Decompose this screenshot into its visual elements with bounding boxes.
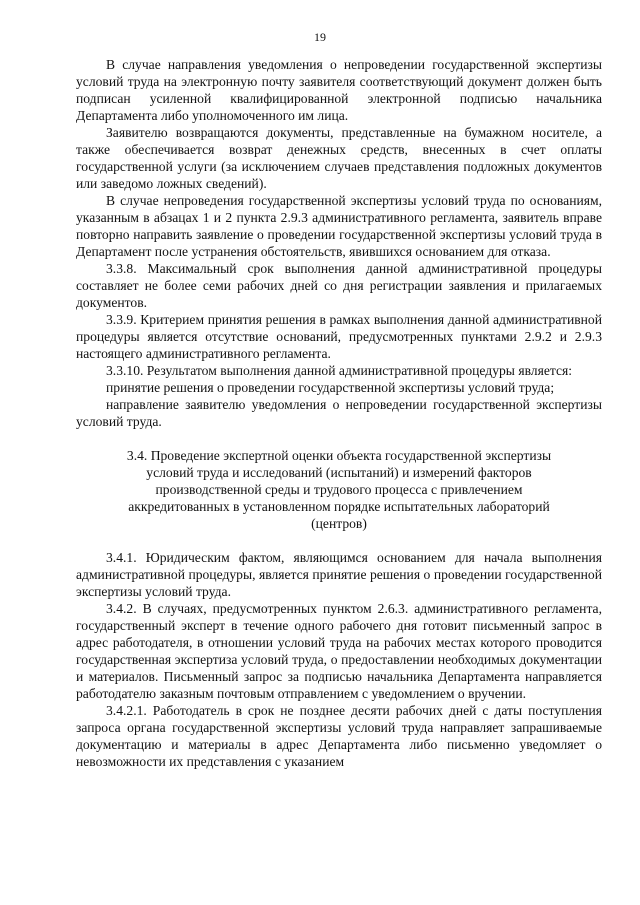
paragraph-3-3-8: 3.3.8. Максимальный срок выполнения данной административной процедуры составляет не более семи рабочих дней со дня регистрации заявления и прилагаемых документов. — [76, 261, 602, 310]
paragraph-3-4-1: 3.4.1. Юридическим фактом, являющимся основанием для начала выполнения административной процедуры, является принятие решения о проведении государственной экспертизы условий труда. — [76, 550, 602, 599]
page-number: 19 — [314, 30, 326, 44]
paragraph-3-3-9: 3.3.9. Критерием принятия решения в рамках выполнения данной административной процедуры является отсутствие оснований, предусмотренных пунктами 2.9.2 и 2.9.3 настоящего административного регламента. — [76, 312, 602, 361]
paragraph-3-4-2-1: 3.4.2.1. Работодатель в срок не позднее десяти рабочих дней с даты поступления запроса органа государственной экспертизы условий труда направляет запрашиваемые документацию и материалы в адрес Департамента либо письменно уведомляет о невозможности их представления с указанием — [76, 703, 602, 769]
section-heading-3-4: 3.4. Проведение экспертной оценки объекта государственной экспертизы условий труда и исследований (испытаний) и измерений факторов производственной среды и трудового процесса с привлечением аккредитованных в установленном порядке испытательных лабораторий (центров) — [126, 448, 552, 531]
paragraph-documents-return: Заявителю возвращаются документы, представленные на бумажном носителе, а также обеспечивается возврат денежных средств, внесенных в счет оплаты государственной услуги (за исключением случаев представления подложных документов или заведомо ложных сведений). — [76, 125, 602, 191]
paragraph-3-3-10: 3.3.10. Результатом выполнения данной административной процедуры является: — [106, 363, 573, 378]
paragraph-result-decision: принятие решения о проведении государственной экспертизы условий труда; — [106, 380, 555, 395]
paragraph-3-4-2: 3.4.2. В случаях, предусмотренных пунктом 2.6.3. административного регламента, государственный эксперт в течение одного рабочего дня готовит письменный запрос в адрес работодателя, в отношении условий труда на рабочих местах которого проводится государственная экспертиза условий труда, о предоставлении необходимых документации и материалов. Письменный запрос за подписью начальника Департамента направляется работодателю заказным почтовым отправлением с уведомлением о вручении. — [76, 601, 602, 701]
paragraph-notice-email: В случае направления уведомления о непроведении государственной экспертизы условий труда на электронную почту заявителя соответствующий документ должен быть подписан усиленной квалифицированной электронной подписью начальника Департамента либо уполномоченного им лица. — [76, 57, 602, 123]
paragraph-result-notice: направление заявителю уведомления о непроведении государственной экспертизы условий труда. — [76, 397, 602, 429]
document-body — [76, 56, 602, 770]
paragraph-reapplication: В случае непроведения государственной экспертизы условий труда по основаниям, указанным в абзацах 1 и 2 пункта 2.9.3 административного регламента, заявитель вправе повторно направить заявление о проведении государственной экспертизы условий труда в Департамент после устранения обстоятельств, явившихся основанием для отказа. — [76, 193, 602, 259]
